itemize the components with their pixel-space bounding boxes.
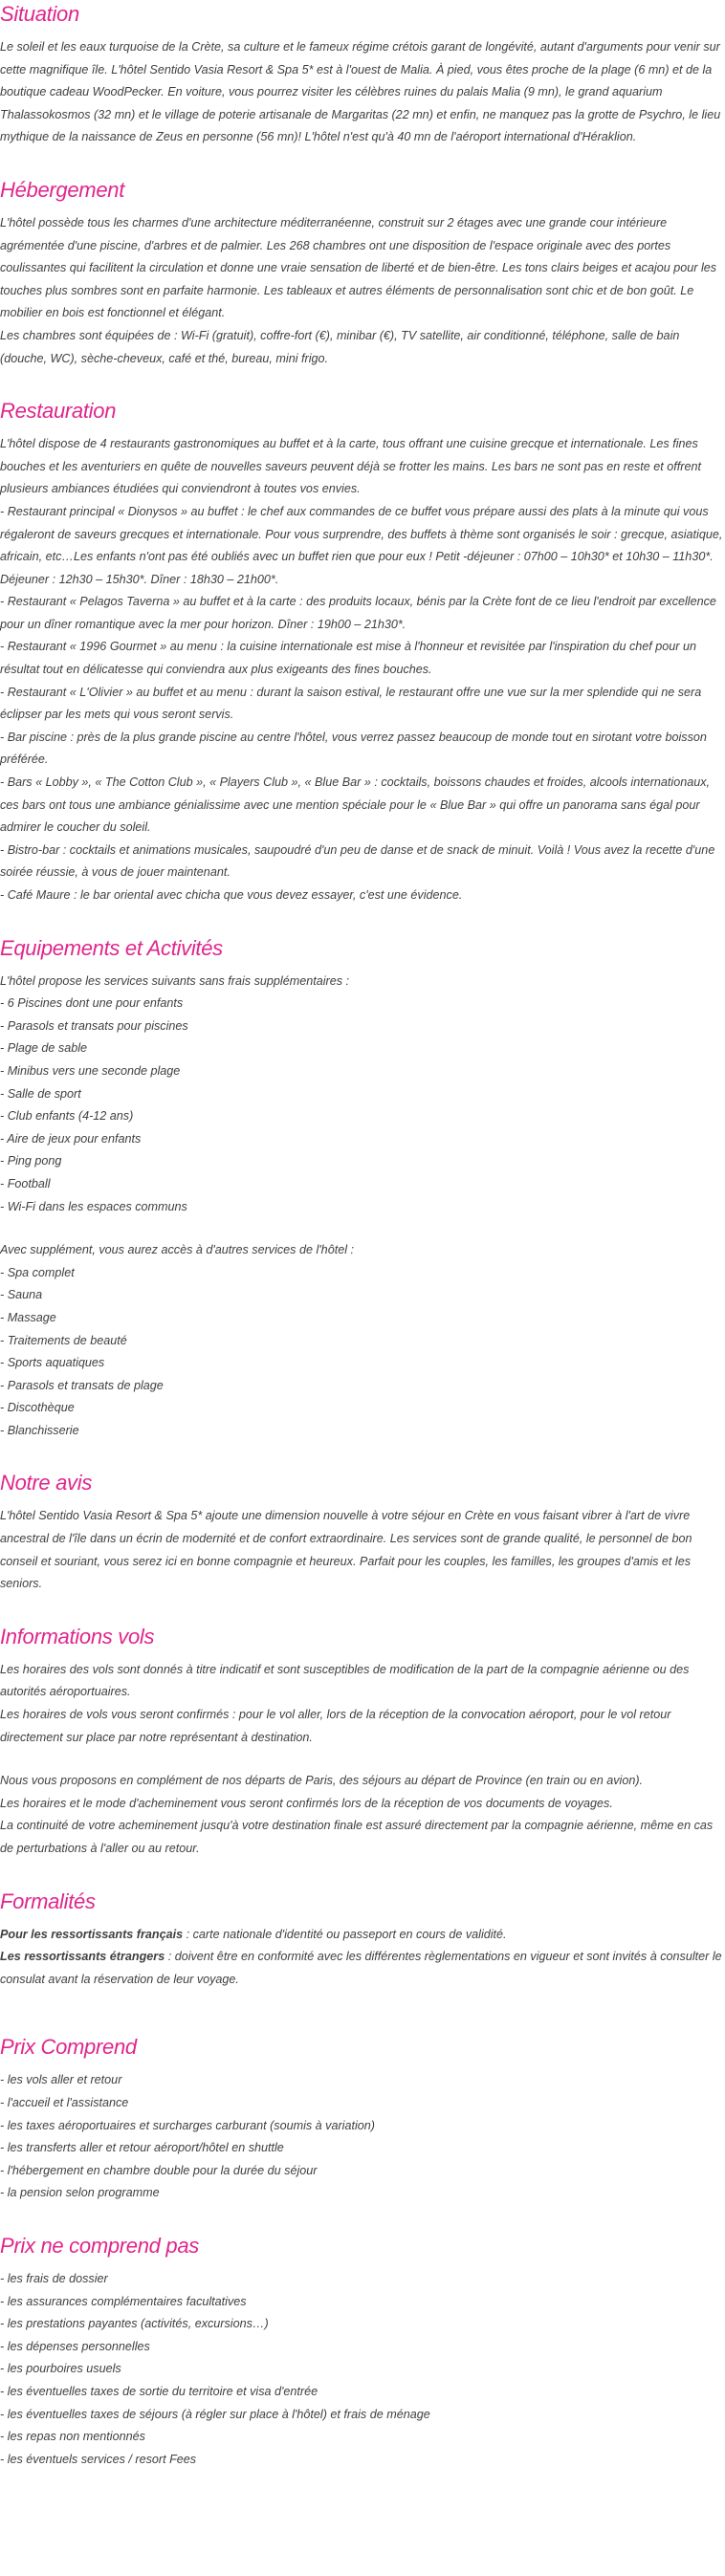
restauration-intro: L'hôtel dispose de 4 restaurants gastronomiques au buffet et à la carte, tous offrant une cuisine grecque et internationale. Les fines bouches et les aventuriers en quête de nouvelles saveurs peuvent déjà se frotter les mains. Les bars ne sont pas en reste et offrent plusieurs ambiances étudiées qui conviendront à toutes vos envies. — [0, 437, 701, 496]
formalites-francais-label: Pour les ressortissants français — [0, 1927, 184, 1941]
section-title-hebergement: Hébergement — [0, 177, 124, 202]
list-item: - les dépenses personnelles — [0, 2339, 150, 2353]
formalites-francais — [0, 1924, 723, 1947]
section-title-prix-comprend: Prix Comprend — [0, 2035, 137, 2060]
list-item: - Plage de sable — [0, 1041, 88, 1056]
section-title-formalites: Formalités — [0, 1888, 96, 1913]
list-item: - Wi-Fi dans les espaces communs — [0, 1199, 187, 1213]
formalites-etrangers — [0, 1946, 723, 1991]
section-title-avis: Notre avis — [0, 1471, 93, 1495]
section-prix-comprend — [0, 2033, 723, 2205]
list-item: - les repas non mentionnés — [0, 2430, 145, 2444]
list-item: - Traitements de beauté — [0, 1333, 127, 1347]
section-hebergement — [0, 176, 723, 370]
list-item: - les éventuels services / resort Fees — [0, 2452, 197, 2466]
list-item: - Aire de jeux pour enfants — [0, 1131, 142, 1146]
vols-text-5: La continuité de votre acheminement jusqu'à votre destination finale est assuré directement par la compagnie aérienne, même en cas de perturbations à l'aller ou au retour. — [0, 1819, 714, 1855]
list-item: - Parasols et transats pour piscines — [0, 1018, 188, 1033]
list-item: - l'hébergement en chambre double pour la durée du séjour — [0, 2163, 318, 2177]
list-item: - Sauna — [0, 1288, 43, 1302]
list-item: - 6 Piscines dont une pour enfants — [0, 996, 184, 1011]
vols-text-4: Les horaires et le mode d'acheminement vous seront confirmés lors de la réception de vos documents de voyages. — [0, 1796, 613, 1810]
list-item: - les frais de dossier — [0, 2271, 108, 2285]
section-title-restauration: Restauration — [0, 399, 117, 424]
list-item: - les taxes aéroportuaires et surcharges carburant (soumis à variation) — [0, 2118, 375, 2132]
section-title-vols: Informations vols — [0, 1624, 155, 1648]
hebergement-equipment-text: Les chambres sont équipées de : Wi-Fi (gratuit), coffre-fort (€), minibar (€), TV satellite, air conditionné, téléphone, salle de bain (douche, WC), sèche-cheveux, café et thé, bureau, mini frigo. — [0, 328, 680, 365]
section-title-situation: Situation — [0, 2, 79, 26]
restaurant-dionysos: - Restaurant principal « Dionysos » au buffet : le chef aux commandes de ce buffet vous prépare aussi des plats à la minute qui vous régaleront de saveurs grecques et internationale. Pour vous surprendre, des buffets à thème sont organisés le soir : grecque, asiatique, africain, etc…Les enfants n'ont pas été oubliés avec un buffet rien que pour eux ! Petit -déjeuner : 07h00 – 10h30* et 10h30 – 11h30*. Déjeuner : 12h30 – 15h30*. Dîner : 18h30 – 21h00*. — [0, 504, 723, 586]
list-item: - Parasols et transats de plage — [0, 1378, 164, 1392]
avis-text: L'hôtel Sentido Vasia Resort & Spa 5* ajoute une dimension nouvelle à votre séjour en Crète en vous faisant vibrer à l'art de vivre ancestral de l'île dans un écrin de modernité et de confort extraordinaire. Les services sont de grande qualité, le personnel de bon conseil et souriant, vous serez ici en bonne compagnie et heureux. Parfait pour les couples, les familles, les groupes d'amis et les seniors. — [0, 1509, 692, 1591]
list-item: - Minibus vers une seconde plage — [0, 1063, 181, 1078]
list-item: - les pourboires usuels — [0, 2362, 121, 2376]
list-item: - Club enfants (4-12 ans) — [0, 1109, 134, 1124]
list-item: - Football — [0, 1176, 51, 1190]
list-item: - Massage — [0, 1310, 56, 1324]
vols-text-2: Les horaires de vols vous seront confirmés : pour le vol aller, lors de la réception de la convocation aéroport, pour le vol retour directement sur place par notre représentant à destination. — [0, 1708, 671, 1744]
list-item: - les vols aller et retour — [0, 2073, 122, 2087]
list-item: - Ping pong — [0, 1154, 62, 1168]
list-item: - Blanchisserie — [0, 1423, 79, 1437]
section-avis — [0, 1469, 723, 1595]
formalites-francais-text: : carte nationale d'identité ou passeport en cours de validité. — [183, 1927, 507, 1941]
section-restauration — [0, 397, 723, 906]
list-item: - Sports aquatiques — [0, 1356, 105, 1370]
list-item: - les éventuelles taxes de séjours (à régler sur place à l'hôtel) et frais de ménage — [0, 2407, 430, 2421]
bars-lobby: - Bars « Lobby », « The Cotton Club », « Players Club », « Blue Bar » : cocktails, boissons chaudes et froides, alcools internationaux, ces bars ont tous une ambiance génialissime avec une mention spéciale pour le « Blue Bar » qui offre un panorama sans égal pour admirer le coucher du soleil. — [0, 775, 711, 835]
section-prix-ne-comprend-pas — [0, 2232, 723, 2471]
list-item: - les éventuelles taxes de sortie du territoire et visa d'entrée — [0, 2384, 319, 2398]
section-equipements — [0, 934, 723, 1443]
hebergement-text: L'hôtel possède tous les charmes d'une architecture méditerranéenne, construit sur 2 étages avec une grande cour intérieure agrémentée d'une piscine, d'arbres et de palmier. Les 268 chambres ont une disposition de l'espace originale avec des portes coulissantes qui facilitent la circulation et donne une vraie sensation de liberté et de bien-être. Les tons clairs beiges et acajou pour les touches plus sombres sont en parfaite harmonie. Les tableaux et autres éléments de personnalisation sont chic et de bon goût. Le mobilier en bois est fonctionnel et élégant. — [0, 215, 717, 320]
restaurant-1996-gourmet: - Restaurant « 1996 Gourmet » au menu : la cuisine internationale est mise à l'honneur et revisitée par l'inspiration du chef pour un résultat tout en délicatesse qui conviendra aux plus exigeants des fines bouches. — [0, 640, 696, 677]
section-formalites — [0, 1888, 723, 1992]
section-situation — [0, 0, 723, 149]
list-item: - les transferts aller et retour aéroport/hôtel en shuttle — [0, 2141, 284, 2155]
section-vols — [0, 1623, 723, 1861]
list-item: - les prestations payantes (activités, excursions…) — [0, 2317, 269, 2331]
restaurant-olivier: - Restaurant « L'Olivier » au buffet et au menu : durant la saison estival, le restaurant offre une vue sur la mer splendide qui ne sera éclipser par les mets qui vous seront servis. — [0, 685, 702, 722]
list-item: - l'accueil et l'assistance — [0, 2095, 129, 2109]
section-title-prix-ne-comprend-pas: Prix ne comprend pas — [0, 2233, 199, 2258]
list-item: - la pension selon programme — [0, 2186, 160, 2200]
list-item: - Discothèque — [0, 1401, 75, 1415]
list-item: - Salle de sport — [0, 1086, 81, 1101]
vols-text-1: Les horaires des vols sont donnés à titre indicatif et sont susceptibles de modification de la part de la compagnie aérienne ou des autorités aéroportuaires. — [0, 1662, 690, 1699]
formalites-etrangers-text: : doivent être en conformité avec les différentes règlementations en vigueur et sont invités à consulter le consulat avant la réservation de leur voyage. — [0, 1950, 722, 1986]
equipements-free-intro: L'hôtel propose les services suivants sans frais supplémentaires : — [0, 973, 350, 988]
bistro-bar: - Bistro-bar : cocktails et animations musicales, saupoudré d'un peu de danse et de snack de minuit. Voilà ! Vous avez la recette d'une soirée réussie, à vous de jouer maintenant. — [0, 842, 715, 880]
situation-text: Le soleil et les eaux turquoise de la Crète, sa culture et le fameux régime crétois garant de longévité, autant d'arguments pour venir sur cette magnifique île. L'hôtel Sentido Vasia Resort & Spa 5* est à l'ouest de Malia. À pied, vous êtes proche de la plage (6 mn) et de la boutique cadeau WoodPecker. En voiture, vous pourrez visiter les célèbres ruines du palais Malia (9 mn), le grand aquarium Thalassokosmos (32 mn) et le village de poterie artisanale de Margaritas (22 mn) et enfin, ne manquez pas la grotte de Psychro, le lieu mythique de la naissance de Zeus en personne (56 mn)! L'hôtel n'est qu'à 40 mn de l'aéroport international d'Héraklion. — [0, 40, 721, 144]
restaurant-pelagos: - Restaurant « Pelagos Taverna » au buffet et à la carte : des produits locaux, bénis par la Crète font de ce lieu l'endroit par excellence pour un dîner romantique avec la mer pour horizon. Dîner : 19h00 – 21h30*. — [0, 595, 716, 631]
section-title-equipements: Equipements et Activités — [0, 935, 223, 960]
formalites-etrangers-label: Les ressortissants étrangers — [0, 1950, 165, 1964]
equipements-paid-intro: Avec supplément, vous aurez accès à d'autres services de l'hôtel : — [0, 1243, 354, 1257]
vols-text-3: Nous vous proposons en complément de nos départs de Paris, des séjours au départ de Province (en train ou en avion). — [0, 1774, 644, 1788]
bar-piscine: - Bar piscine : près de la plus grande piscine au centre l'hôtel, vous verrez passez beaucoup de monde tout en sirotant votre boisson préférée. — [0, 730, 707, 767]
list-item: - Spa complet — [0, 1265, 75, 1279]
cafe-maure: - Café Maure : le bar oriental avec chicha que vous devez essayer, c'est une évidence. — [0, 888, 463, 902]
list-item: - les assurances complémentaires facultatives — [0, 2294, 247, 2308]
